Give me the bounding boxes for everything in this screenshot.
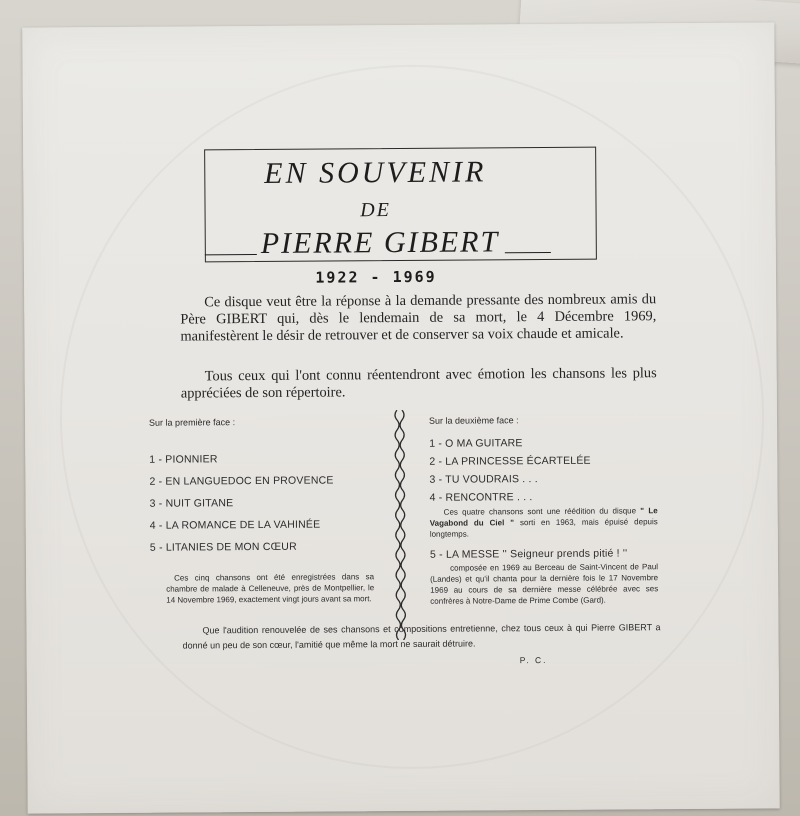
side-b-track-5: 5 - LA MESSE '' Seigneur prends pitié ! '' [429,547,628,561]
side-a-label: Sur la première face : [148,417,236,428]
title-years: 1922 - 1969 [315,267,437,287]
intro-paragraph-2: Tous ceux qui l'ont connu réentendront avec émotion les chansons les plus appréciées de son répertoire. [180,365,657,402]
side-b-track-3: 3 - TU VOUDRAIS . . . [429,473,538,486]
side-a-track-2: 2 - EN LANGUEDOC EN PROVENCE [149,474,334,488]
title-rule-right [505,252,551,253]
title-line-2: DE [360,199,391,222]
side-a-track-4: 4 - LA ROMANCE DE LA VAHINÉE [149,518,321,532]
side-b-track-1: 1 - O MA GUITARE [429,437,523,450]
intro-paragraph-1: Ce disque veut être la réponse à la demande pressante des nombreux amis du Père GIBERT qui, dès le lendemain de sa mort, le 4 Décembre 1969, manifestèrent le désir de retrouver et de conserver sa voix chaude et amicale. [180,291,657,345]
side-b-mass-note: composée en 1969 au Berceau de Saint-Vincent de Paul (Landes) et qu'il chanta pour la dernière fois le 17 Novembre 1969 au cours de sa dernière messe célébrée avec ses confrères à Notre-Dame de Prime Combe (Gard). [430,562,659,606]
side-a-track-1: 1 - PIONNIER [149,453,218,466]
closing-paragraph: Que l'audition renouvelée de ses chansons et compositions entretienne, chez tous ceux à qui Pierre GIBERT a donné un peu de son cœur, l'amitié que même la mort ne saurait détruire. [182,622,661,651]
side-a-track-3: 3 - NUIT GITANE [149,497,234,510]
side-a-track-5: 5 - LITANIES DE MON CŒUR [149,540,297,554]
side-b-label: Sur la deuxième face : [428,415,519,426]
side-b-reissue-note: Ces quatre chansons sont une réédition du disque " Le Vagabond du Ciel " sorti en 1963, mais épuisé depuis longtemps. [429,506,658,539]
title-rule-left [205,254,257,255]
title-name-row [205,225,595,262]
title-name: PIERRE GIBERT [260,225,500,260]
column-divider-wavy [392,410,408,640]
title-line-1: EN SOUVENIR [264,155,487,190]
closing-initials: P. C. [519,654,548,666]
side-a-recording-note: Ces cinq chansons ont été enregistrées dans sa chambre de malade à Celleneuve, près de Montpellier, le 14 Novembre 1969, exactement vingt jours avant sa mort. [166,572,375,605]
side-b-track-4: 4 - RENCONTRE . . . [429,491,533,504]
record-sleeve [22,22,779,813]
side-b-track-2: 2 - LA PRINCESSE ÉCARTELÉE [429,454,591,468]
